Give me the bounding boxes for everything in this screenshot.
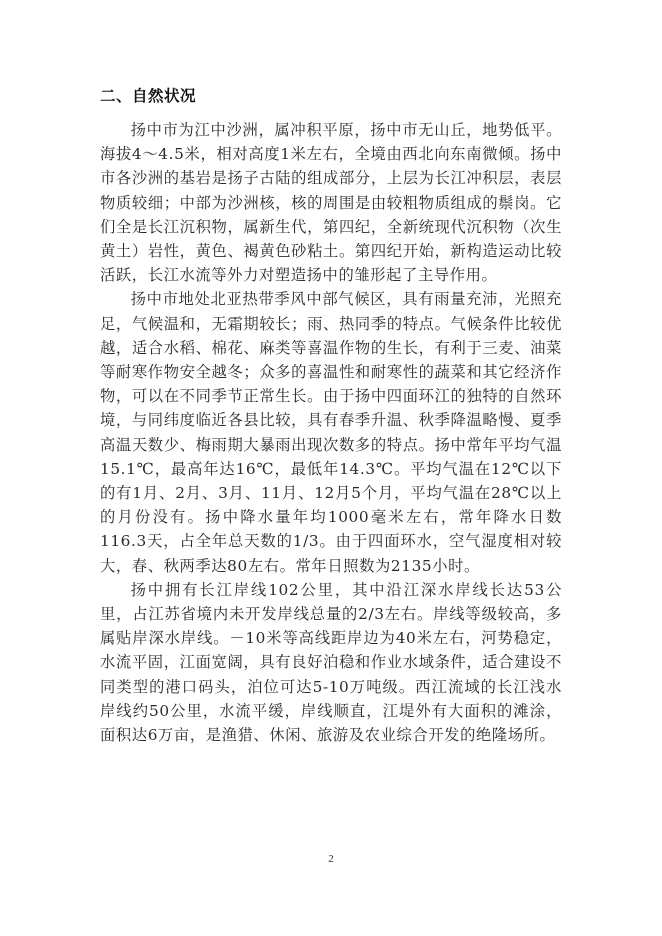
page-number: 2 (328, 853, 334, 865)
paragraph-climate: 扬中市地处北亚热带季风中部气候区，具有雨量充沛，光照充足，气候温和，无霜期较长；雨、热同季的特点。气候条件比较优越，适合水稻、棉花、麻类等喜温作物的生长，有利于三麦、油菜等耐寒作物安全越冬；众多的喜温性和耐寒性的蔬菜和其它经济作物，可以在不同季节正常生长。由于扬中四面环江的独特的自然环境，与同纬度临近各县比较，具有春季升温、秋季降温略慢、夏季高温天数少、梅雨期大暴雨出现次数多的特点。扬中常年平均气温15.1℃，最高年达16℃，最低年14.3℃。平均气温在12℃以下的有1月、2月、3月、11月、12月5个月，平均气温在28℃以上的月份没有。扬中降水量年均1000毫米左右，常年降水日数116.3天，占全年总天数的1/3。由于四面环水，空气湿度相对较大，春、秋两季达80左右。常年日照数为2135小时。 (100, 290, 562, 575)
paragraph-terrain: 扬中市为江中沙洲，属冲积平原，扬中市无山丘，地势低平。海拔4～4.5米，相对高度1米左右，全境由西北向东南微倾。扬中市各沙洲的基岩是扬子古陆的组成部分，上层为长江冲积层，表层物质较细；中部为沙洲核，核的周围是由较粗物质组成的鬃岗。它们全是长江沉积物，属新生代，第四纪，全新统现代沉积物（次生黄土）岩性，黄色、褐黄色砂粘土。第四纪开始，新构造运动比较活跃，长江水流等外力对塑造扬中的雏形起了主导作用。 (100, 121, 562, 285)
paragraph-shoreline: 扬中拥有长江岸线102公里，其中沿江深水岸线长达53公里，占江苏省境内未开发岸线总量的2/3左右。岸线等级较高，多属贴岸深水岸线。－10米等高线距岸边为40米左右，河势稳定，水流平固，江面宽阔，具有良好泊稳和作业水域条件，适合建设不同类型的港口码头，泊位可达5-10万吨级。西江流域的长江浅水岸线约50公里，水流平缓，岸线顺直，江堤外有大面积的滩涂，面积达6万亩，是渔猎、休闲、旅游及农业综合开发的绝隆场所。 (100, 580, 562, 745)
section-heading: 二、自然状况 (100, 87, 197, 105)
document-page (100, 84, 562, 747)
